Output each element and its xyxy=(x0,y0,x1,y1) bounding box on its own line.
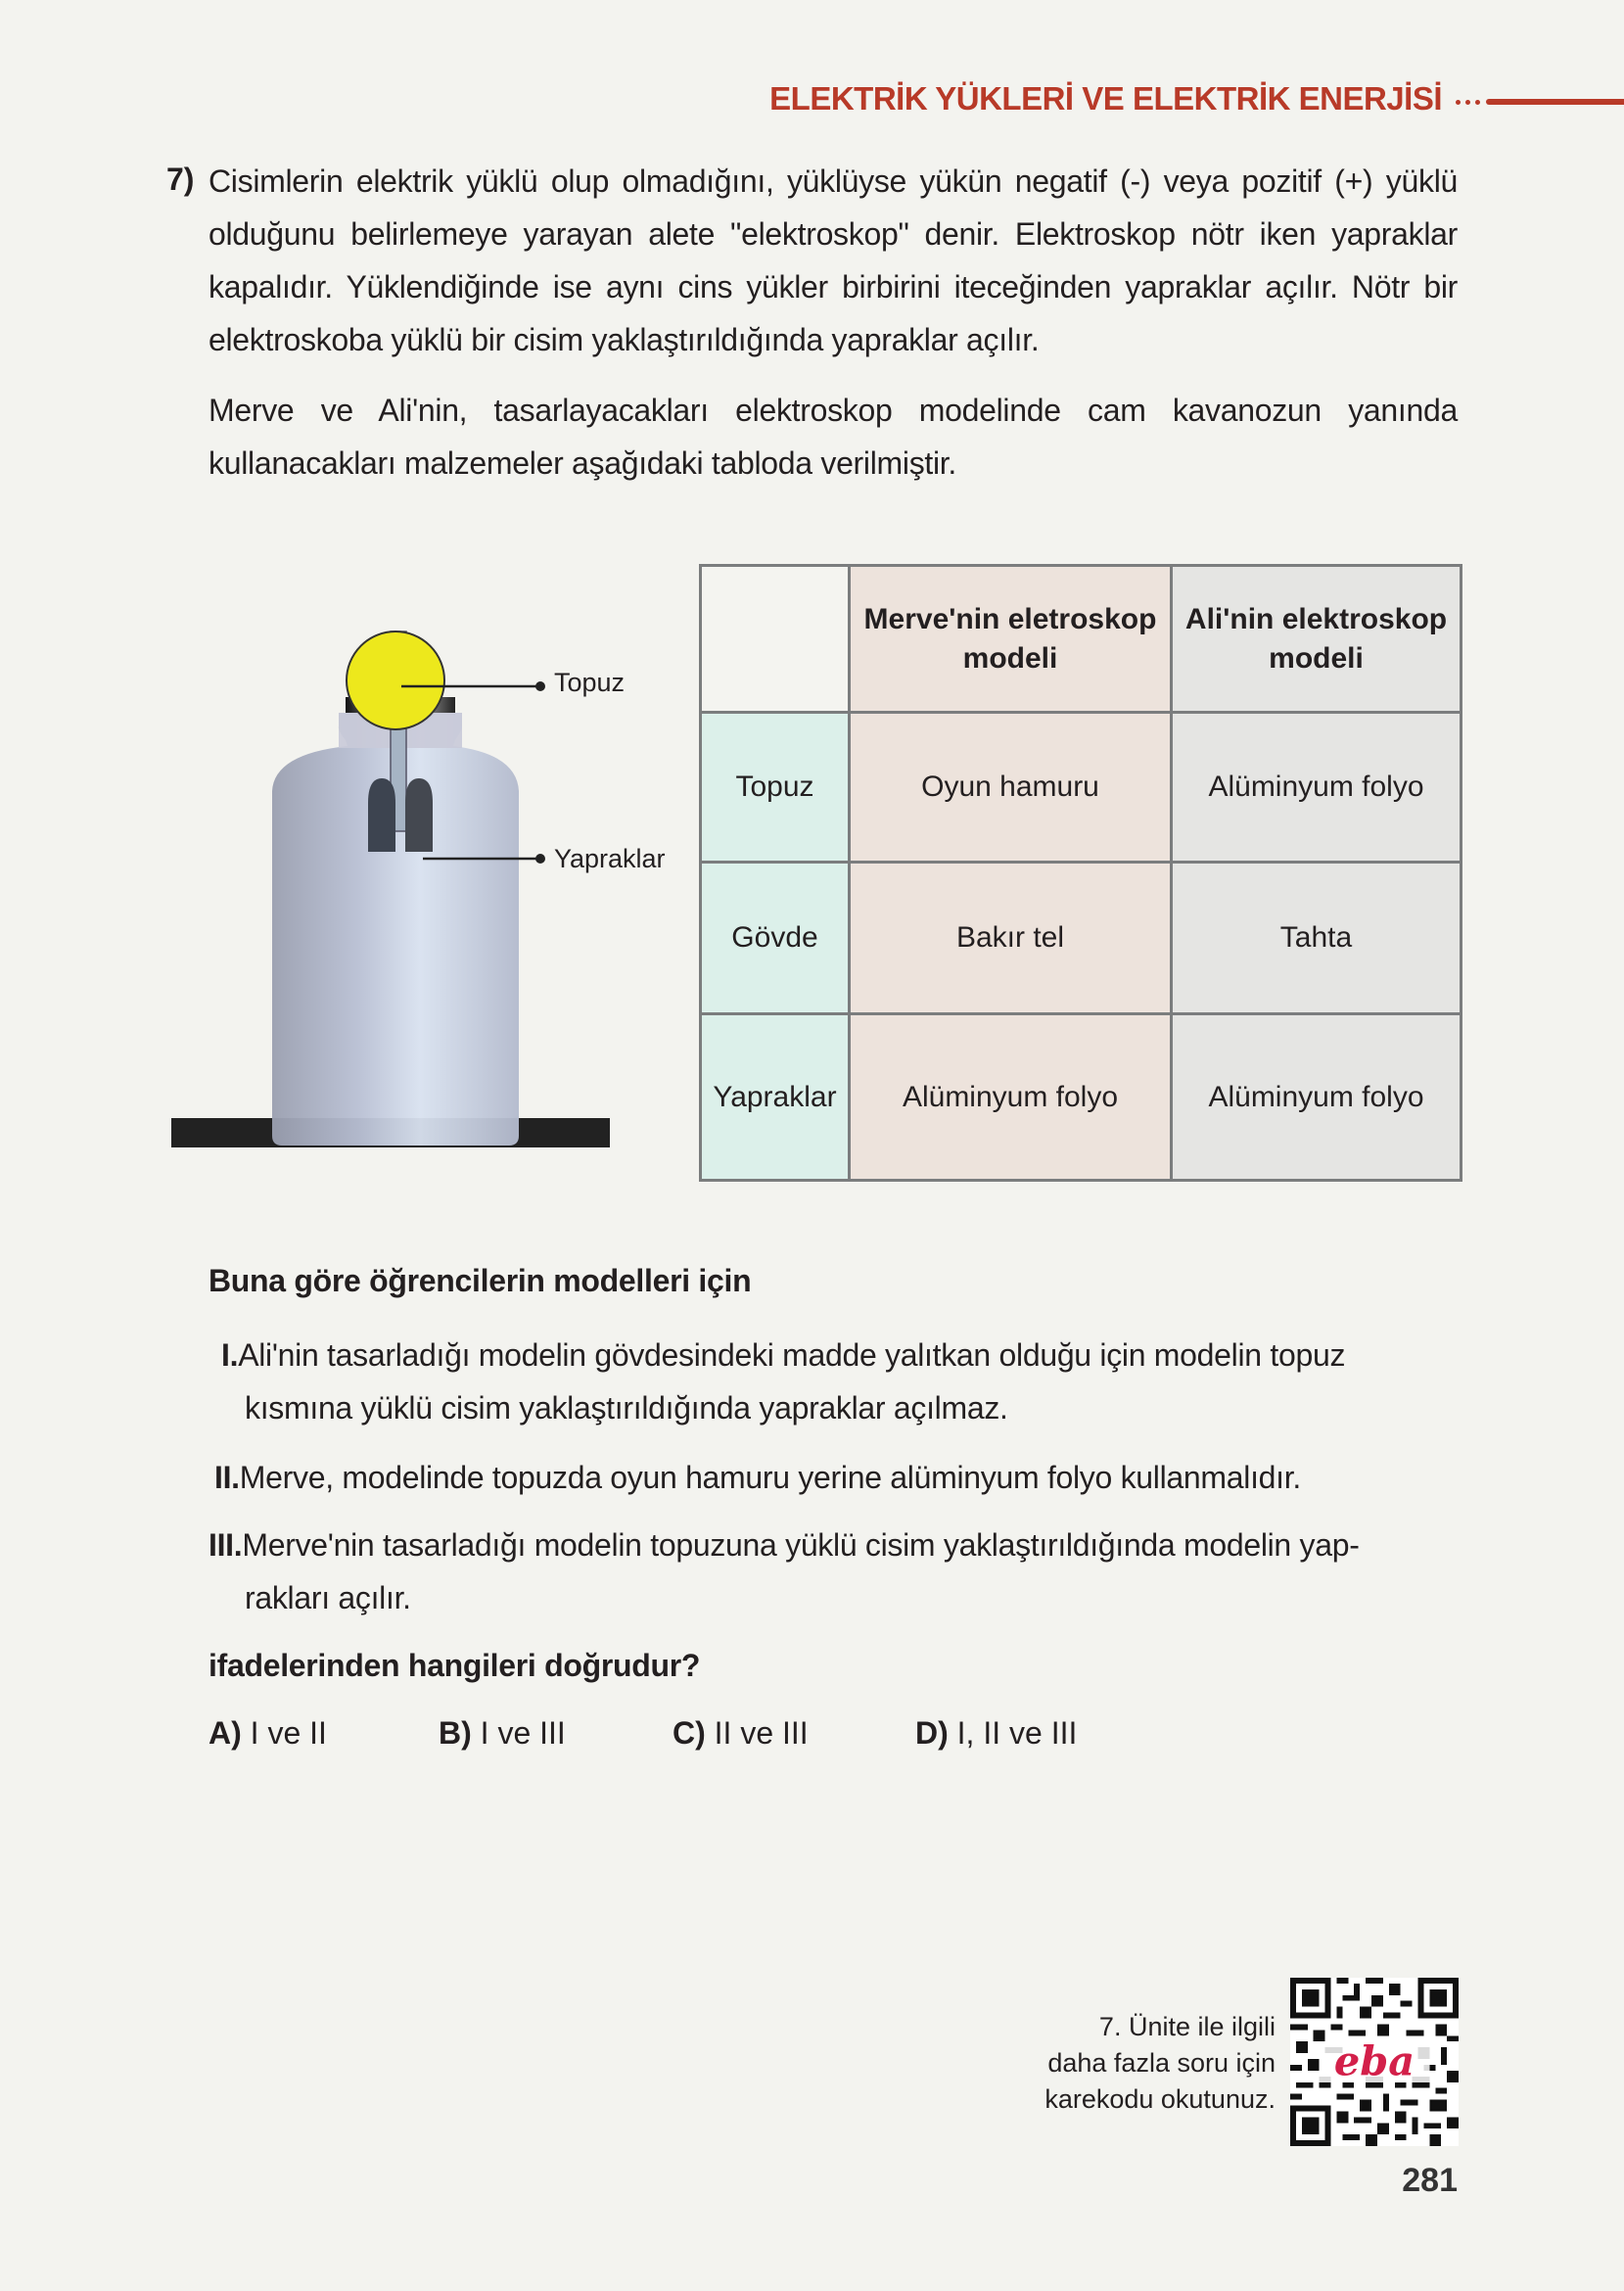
statement-3-number: III. xyxy=(209,1527,243,1563)
table-header-row xyxy=(701,566,1462,713)
cell-merve-leaves: Alüminyum folyo xyxy=(850,1014,1172,1181)
choice-c-text: II ve III xyxy=(705,1715,809,1751)
row-label-knob: Topuz xyxy=(701,713,850,863)
cell-ali-body: Tahta xyxy=(1172,863,1462,1014)
statement-1 xyxy=(221,1329,1345,1381)
electroscope-figure xyxy=(166,617,675,1165)
qr-instructions xyxy=(998,2009,1276,2118)
choice-c[interactable] xyxy=(673,1715,809,1752)
question-paragraph-2: Merve ve Ali'nin, tasarlayacakları elektroskop modelinde cam kavanozun yanında kullanacakları malzemeler aşağıdaki tabloda verilmiştir. xyxy=(209,393,1458,481)
cell-ali-leaves: Alüminyum folyo xyxy=(1172,1014,1462,1181)
statement-1-number: I. xyxy=(221,1337,239,1373)
question-paragraph-1: Cisimlerin elektrik yüklü olup olmadığını, yüklüyse yükün negatif (-) veya pozitif (+) yüklü olduğunu belirlemeye yarayan alete "elektroskop" denir. Elektroskop nötr iken yapraklar kapalıdır. Yüklendiğinde ise aynı cins yükler birbirini iteceğinden yapraklar açılır. Nötr bir elektroskoba yüklü bir cisim yaklaştırıldığında yapraklar açılır. xyxy=(209,164,1458,357)
qr-code-icon[interactable] xyxy=(1290,1978,1459,2146)
choice-d-letter: D) xyxy=(915,1715,949,1751)
statement-2-number: II. xyxy=(214,1460,240,1495)
choice-a-text: I ve II xyxy=(241,1715,327,1751)
qr-pattern xyxy=(1290,1978,1459,2146)
statement-3-text: Merve'nin tasarladığı modelin topuzuna yüklü cisim yaklaştırıldığında modelin yap- xyxy=(242,1527,1360,1563)
question-end: ifadelerinden hangileri doğrudur? xyxy=(209,1648,701,1683)
table-row xyxy=(701,1014,1462,1181)
page-number: 281 xyxy=(1402,2162,1458,2199)
question-number: 7) xyxy=(166,162,195,197)
label-leaves: Yapraklar xyxy=(554,844,666,873)
statement-3 xyxy=(209,1519,1360,1571)
qr-text-line-1: 7. Ünite ile ilgili xyxy=(1098,2012,1276,2041)
header-merve-model: Merve'nin eletroskop modeli xyxy=(850,566,1172,713)
cell-merve-body: Bakır tel xyxy=(850,863,1172,1014)
header-dots-decoration xyxy=(1456,100,1480,105)
choice-b-letter: B) xyxy=(439,1715,472,1751)
choice-b[interactable] xyxy=(439,1715,566,1752)
row-label-leaves: Yapraklar xyxy=(701,1014,850,1181)
statement-2-text: Merve, modelinde topuzda oyun hamuru yerine alüminyum folyo kullanmalıdır. xyxy=(239,1460,1301,1495)
question-prompt: Buna göre öğrencilerin modelleri için xyxy=(209,1263,752,1298)
row-label-body: Gövde xyxy=(701,863,850,1014)
header-rule xyxy=(1486,99,1624,105)
qr-text-line-2: daha fazla soru için xyxy=(1047,2048,1276,2078)
label-knob: Topuz xyxy=(554,668,626,697)
statement-1-text: Ali'nin tasarladığı modelin gövdesindeki madde yalıtkan olduğu için modelin topuz xyxy=(238,1337,1346,1373)
knob-ball xyxy=(347,631,444,729)
choice-d-text: I, II ve III xyxy=(948,1715,1078,1751)
table-corner-cell xyxy=(701,566,850,713)
table-row xyxy=(701,713,1462,863)
choice-a-letter: A) xyxy=(209,1715,242,1751)
choice-a[interactable] xyxy=(209,1715,327,1752)
page-header xyxy=(0,76,1624,125)
statement-2 xyxy=(214,1451,1301,1504)
qr-text-line-3: karekodu okutunuz. xyxy=(1044,2084,1276,2114)
cell-merve-knob: Oyun hamuru xyxy=(850,713,1172,863)
statement-1-continuation: kısmına yüklü cisim yaklaştırıldığında yapraklar açılmaz. xyxy=(245,1390,1008,1426)
svg-text:eba: eba xyxy=(1333,2036,1415,2085)
choice-d[interactable] xyxy=(915,1715,1077,1752)
cell-ali-knob: Alüminyum folyo xyxy=(1172,713,1462,863)
header-ali-model: Ali'nin elektroskop modeli xyxy=(1172,566,1462,713)
choice-b-text: I ve III xyxy=(471,1715,566,1751)
table-row xyxy=(701,863,1462,1014)
choice-c-letter: C) xyxy=(673,1715,706,1751)
statement-3-continuation: rakları açılır. xyxy=(245,1580,411,1615)
chapter-title: ELEKTRİK YÜKLERİ VE ELEKTRİK ENERJİSİ xyxy=(769,80,1442,117)
materials-table xyxy=(699,564,1462,1182)
